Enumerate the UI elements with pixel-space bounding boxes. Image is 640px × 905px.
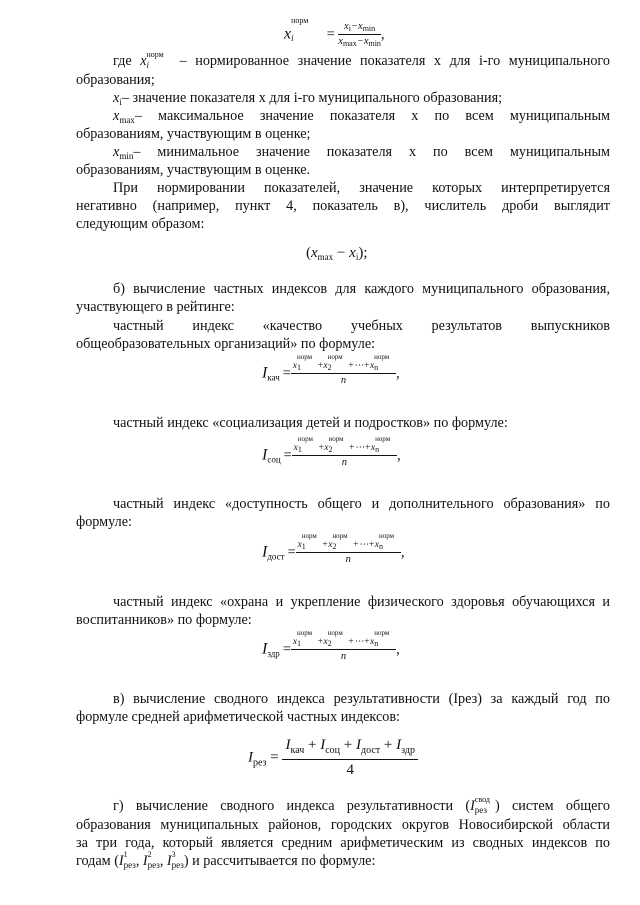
section-v-line2: формуле средней арифметической частных индексов: <box>76 709 400 725</box>
index-numerator <box>291 353 396 374</box>
section-b-line1: б) вычисление частных индексов для каждого муниципального образования, <box>113 281 610 297</box>
zdr-line1: частный индекс «охрана и укрепление физического здоровья обучающихся и <box>113 594 610 610</box>
formula-zdr <box>262 629 400 663</box>
var: I <box>356 737 361 753</box>
index-denominator: n <box>340 375 347 386</box>
term-x: x <box>328 540 333 550</box>
sub: рез <box>253 757 267 769</box>
var: I <box>285 737 291 753</box>
kach-line1: частный индекс «качество учебных результатов выпускников <box>113 318 610 334</box>
var: I <box>396 737 402 753</box>
negative-note-line1: При нормировании показателей, значение которых интерпретируется <box>113 180 610 196</box>
term-plus: + <box>321 540 329 550</box>
sub: i <box>355 252 359 262</box>
index-comma: , <box>400 544 405 561</box>
sub: здр <box>401 745 415 756</box>
term-indices <box>328 435 344 454</box>
term-sup: норм <box>327 353 343 361</box>
index-eq: = <box>287 544 296 561</box>
index-sub: соц <box>267 454 281 465</box>
var: x <box>113 108 120 124</box>
plus: + <box>340 737 356 753</box>
var: I <box>142 853 148 869</box>
kach-line2: общеобразовательных организаций» по формуле: <box>76 336 376 352</box>
var: x <box>113 90 120 106</box>
section-g-line3: за три года, который является средним арифметическим из сводных индексов по <box>76 835 610 851</box>
section-b-line2: участвующего в рейтинге: <box>76 299 235 315</box>
index-denominator: n <box>345 554 351 565</box>
paren: ); <box>358 245 368 261</box>
formula-soc <box>262 435 401 469</box>
sep: , <box>135 853 143 869</box>
term-indices <box>332 532 348 551</box>
sub: max <box>317 252 334 262</box>
den-minus: −x <box>356 36 369 47</box>
index-var: I <box>262 543 268 561</box>
sep: , <box>159 853 167 869</box>
index-numerator <box>291 629 396 650</box>
term-indices <box>327 629 343 648</box>
sub: рез <box>474 805 487 815</box>
section-g-line4 <box>76 852 610 874</box>
term-sub: 1 <box>296 363 301 372</box>
plus: + <box>380 737 397 753</box>
sub: рез <box>171 860 184 870</box>
soc-line: частный индекс «социализация детей и подростков» по формуле: <box>113 415 508 431</box>
sub: max <box>119 115 135 125</box>
term-sub: 2 <box>327 639 332 648</box>
sub: рез <box>123 860 136 870</box>
sub: соц <box>325 745 341 756</box>
sub: кач <box>290 745 305 756</box>
index-comma: , <box>397 447 401 464</box>
var: x <box>140 53 147 69</box>
term-indices <box>296 353 313 372</box>
formula-kach <box>262 353 400 387</box>
zdr-line2: воспитанников» по формуле: <box>76 612 252 628</box>
term-sup: норм <box>332 532 348 540</box>
term-sub: 2 <box>332 542 337 551</box>
term-plus: + <box>317 443 325 453</box>
term-dots: +⋯+ <box>348 443 371 453</box>
dost-line1: частный индекс «доступность общего и дополнительного образования» по <box>113 496 610 512</box>
term-sup: норм <box>374 353 390 361</box>
term-dots: +⋯+ <box>347 361 370 371</box>
num-sub: min <box>362 24 376 33</box>
term-sub: n <box>375 445 380 454</box>
var: x <box>311 245 318 261</box>
rez-fraction <box>282 738 418 778</box>
term-indices <box>375 435 391 454</box>
num-sub: i <box>348 24 351 33</box>
negative-note-line2: негативно (например, пункт 4, показатель в), числитель дроби выглядит <box>76 198 610 214</box>
index-var: I <box>262 364 268 382</box>
term-sub: 1 <box>301 542 306 551</box>
sub: i <box>119 97 122 107</box>
formula-rez <box>248 738 418 778</box>
term-sub: n <box>374 363 379 372</box>
term-x: x <box>292 637 298 647</box>
sub: i <box>146 60 150 70</box>
sub: min <box>119 151 134 161</box>
term-sub: n <box>374 639 379 648</box>
term-sub: 2 <box>328 445 333 454</box>
term-sub: 1 <box>297 445 302 454</box>
index-denominator: n <box>340 651 347 662</box>
term-sup: норм <box>297 435 313 443</box>
term-sup: норм <box>297 629 313 637</box>
text: ) систем общего <box>494 798 610 814</box>
var: I <box>470 798 475 814</box>
formula-comma: , <box>380 26 385 43</box>
formula-sub: i <box>291 33 294 44</box>
term-sup: норм <box>375 435 391 443</box>
den-sub: min <box>368 39 381 48</box>
text: – минимальное значение показателя x по всем муниципальным <box>133 144 610 160</box>
term-x: x <box>297 540 302 550</box>
index-eq: = <box>283 447 292 464</box>
term-x: x <box>292 361 297 371</box>
sup: 2 <box>147 850 152 859</box>
term-x: x <box>369 361 375 371</box>
plus: + <box>304 737 321 753</box>
term-sup: норм <box>378 532 395 540</box>
term-sup: норм <box>374 629 390 637</box>
text: – значение показателя x для i-го муниципального образования; <box>121 90 503 106</box>
term-sup: норм <box>327 629 343 637</box>
definition-where-cont: образования; <box>76 72 155 88</box>
term-sub: 2 <box>327 363 332 372</box>
dost-line2: формуле: <box>76 514 132 530</box>
sup: свод <box>474 795 490 804</box>
term-indices <box>297 435 313 454</box>
term-indices <box>374 629 390 648</box>
minus: − <box>333 245 350 261</box>
index-numerator <box>292 435 397 456</box>
term-x: x <box>293 443 298 453</box>
index-eq: = <box>282 365 291 382</box>
den-x: x <box>338 36 343 47</box>
sup: норм <box>146 50 164 59</box>
sup: 3 <box>171 850 176 859</box>
num-minus: −x <box>350 21 363 32</box>
term-x: x <box>370 637 375 647</box>
var: x <box>349 245 356 261</box>
formula-var: x <box>284 25 292 43</box>
term-x: x <box>374 540 379 550</box>
index-var: I <box>262 640 268 658</box>
term-sub: n <box>378 542 383 551</box>
definition-xmax-cont: образованиям, участвующим в оценке; <box>76 126 311 142</box>
index-fraction <box>292 435 397 469</box>
text: годам ( <box>76 853 119 869</box>
index-comma: , <box>396 365 400 382</box>
index-var: I <box>262 446 268 464</box>
term-sup: норм <box>328 435 344 443</box>
term-indices <box>297 629 313 648</box>
term-x: x <box>324 443 329 453</box>
var: I <box>166 853 172 869</box>
formula-sup: норм <box>291 16 309 26</box>
term-indices <box>374 353 390 372</box>
sub: дост <box>361 745 381 756</box>
index-fraction <box>291 629 396 663</box>
var: x <box>113 144 120 160</box>
index-sub: кач <box>267 372 280 383</box>
paren: ( <box>306 245 311 261</box>
index-sub: здр <box>267 648 280 659</box>
normalization-formula <box>284 16 385 48</box>
term-indices <box>378 532 395 551</box>
term-x: x <box>370 443 376 453</box>
denominator: 4 <box>346 762 354 778</box>
den-sub: max <box>342 39 357 48</box>
term-sub: 1 <box>297 639 302 648</box>
term-plus: + <box>316 361 324 371</box>
index-sub: дост <box>267 551 285 562</box>
term-sup: норм <box>301 532 317 540</box>
index-denominator: n <box>341 457 347 468</box>
text: – максимальное значение показателя x по всем муниципальным <box>134 108 610 124</box>
index-fraction <box>291 353 396 387</box>
index-eq: = <box>282 641 291 658</box>
var: I <box>248 749 253 766</box>
term-indices <box>301 532 317 551</box>
term-sup: норм <box>296 353 313 361</box>
term-dots: +⋯+ <box>347 637 371 647</box>
term-x: x <box>323 637 328 647</box>
text: ) и рассчитывается по формуле: <box>183 853 376 869</box>
index-fraction <box>296 532 401 566</box>
formula-dost <box>262 532 405 566</box>
index-numerator <box>296 532 401 553</box>
negative-formula <box>306 246 368 262</box>
num-x: x <box>344 21 349 32</box>
sup: 1 <box>123 850 128 859</box>
eq: = <box>270 749 279 766</box>
index-comma: , <box>396 641 400 658</box>
var: I <box>320 737 326 753</box>
section-g-line2: образования муниципальных районов, городских округов Новосибирской области <box>76 817 610 833</box>
definition-xmin-cont: образованиям, участвующим в оценке. <box>76 162 311 178</box>
section-v-line1: в) вычисление сводного индекса результативности (Iрез) за каждый год по <box>113 691 610 707</box>
sub: рез <box>147 860 160 870</box>
term-indices <box>327 353 343 372</box>
text: где <box>113 53 141 69</box>
text: г) вычисление сводного индекса результативности ( <box>113 798 471 814</box>
formula-eq: = <box>326 26 335 43</box>
var: I <box>118 853 124 869</box>
term-x: x <box>323 361 328 371</box>
negative-note-line3: следующим образом: <box>76 216 205 232</box>
term-plus: + <box>317 637 324 647</box>
normalization-fraction <box>338 22 381 48</box>
text: – нормированное значение показателя x для i-го муниципального <box>171 53 610 69</box>
term-dots: +⋯+ <box>352 540 375 550</box>
